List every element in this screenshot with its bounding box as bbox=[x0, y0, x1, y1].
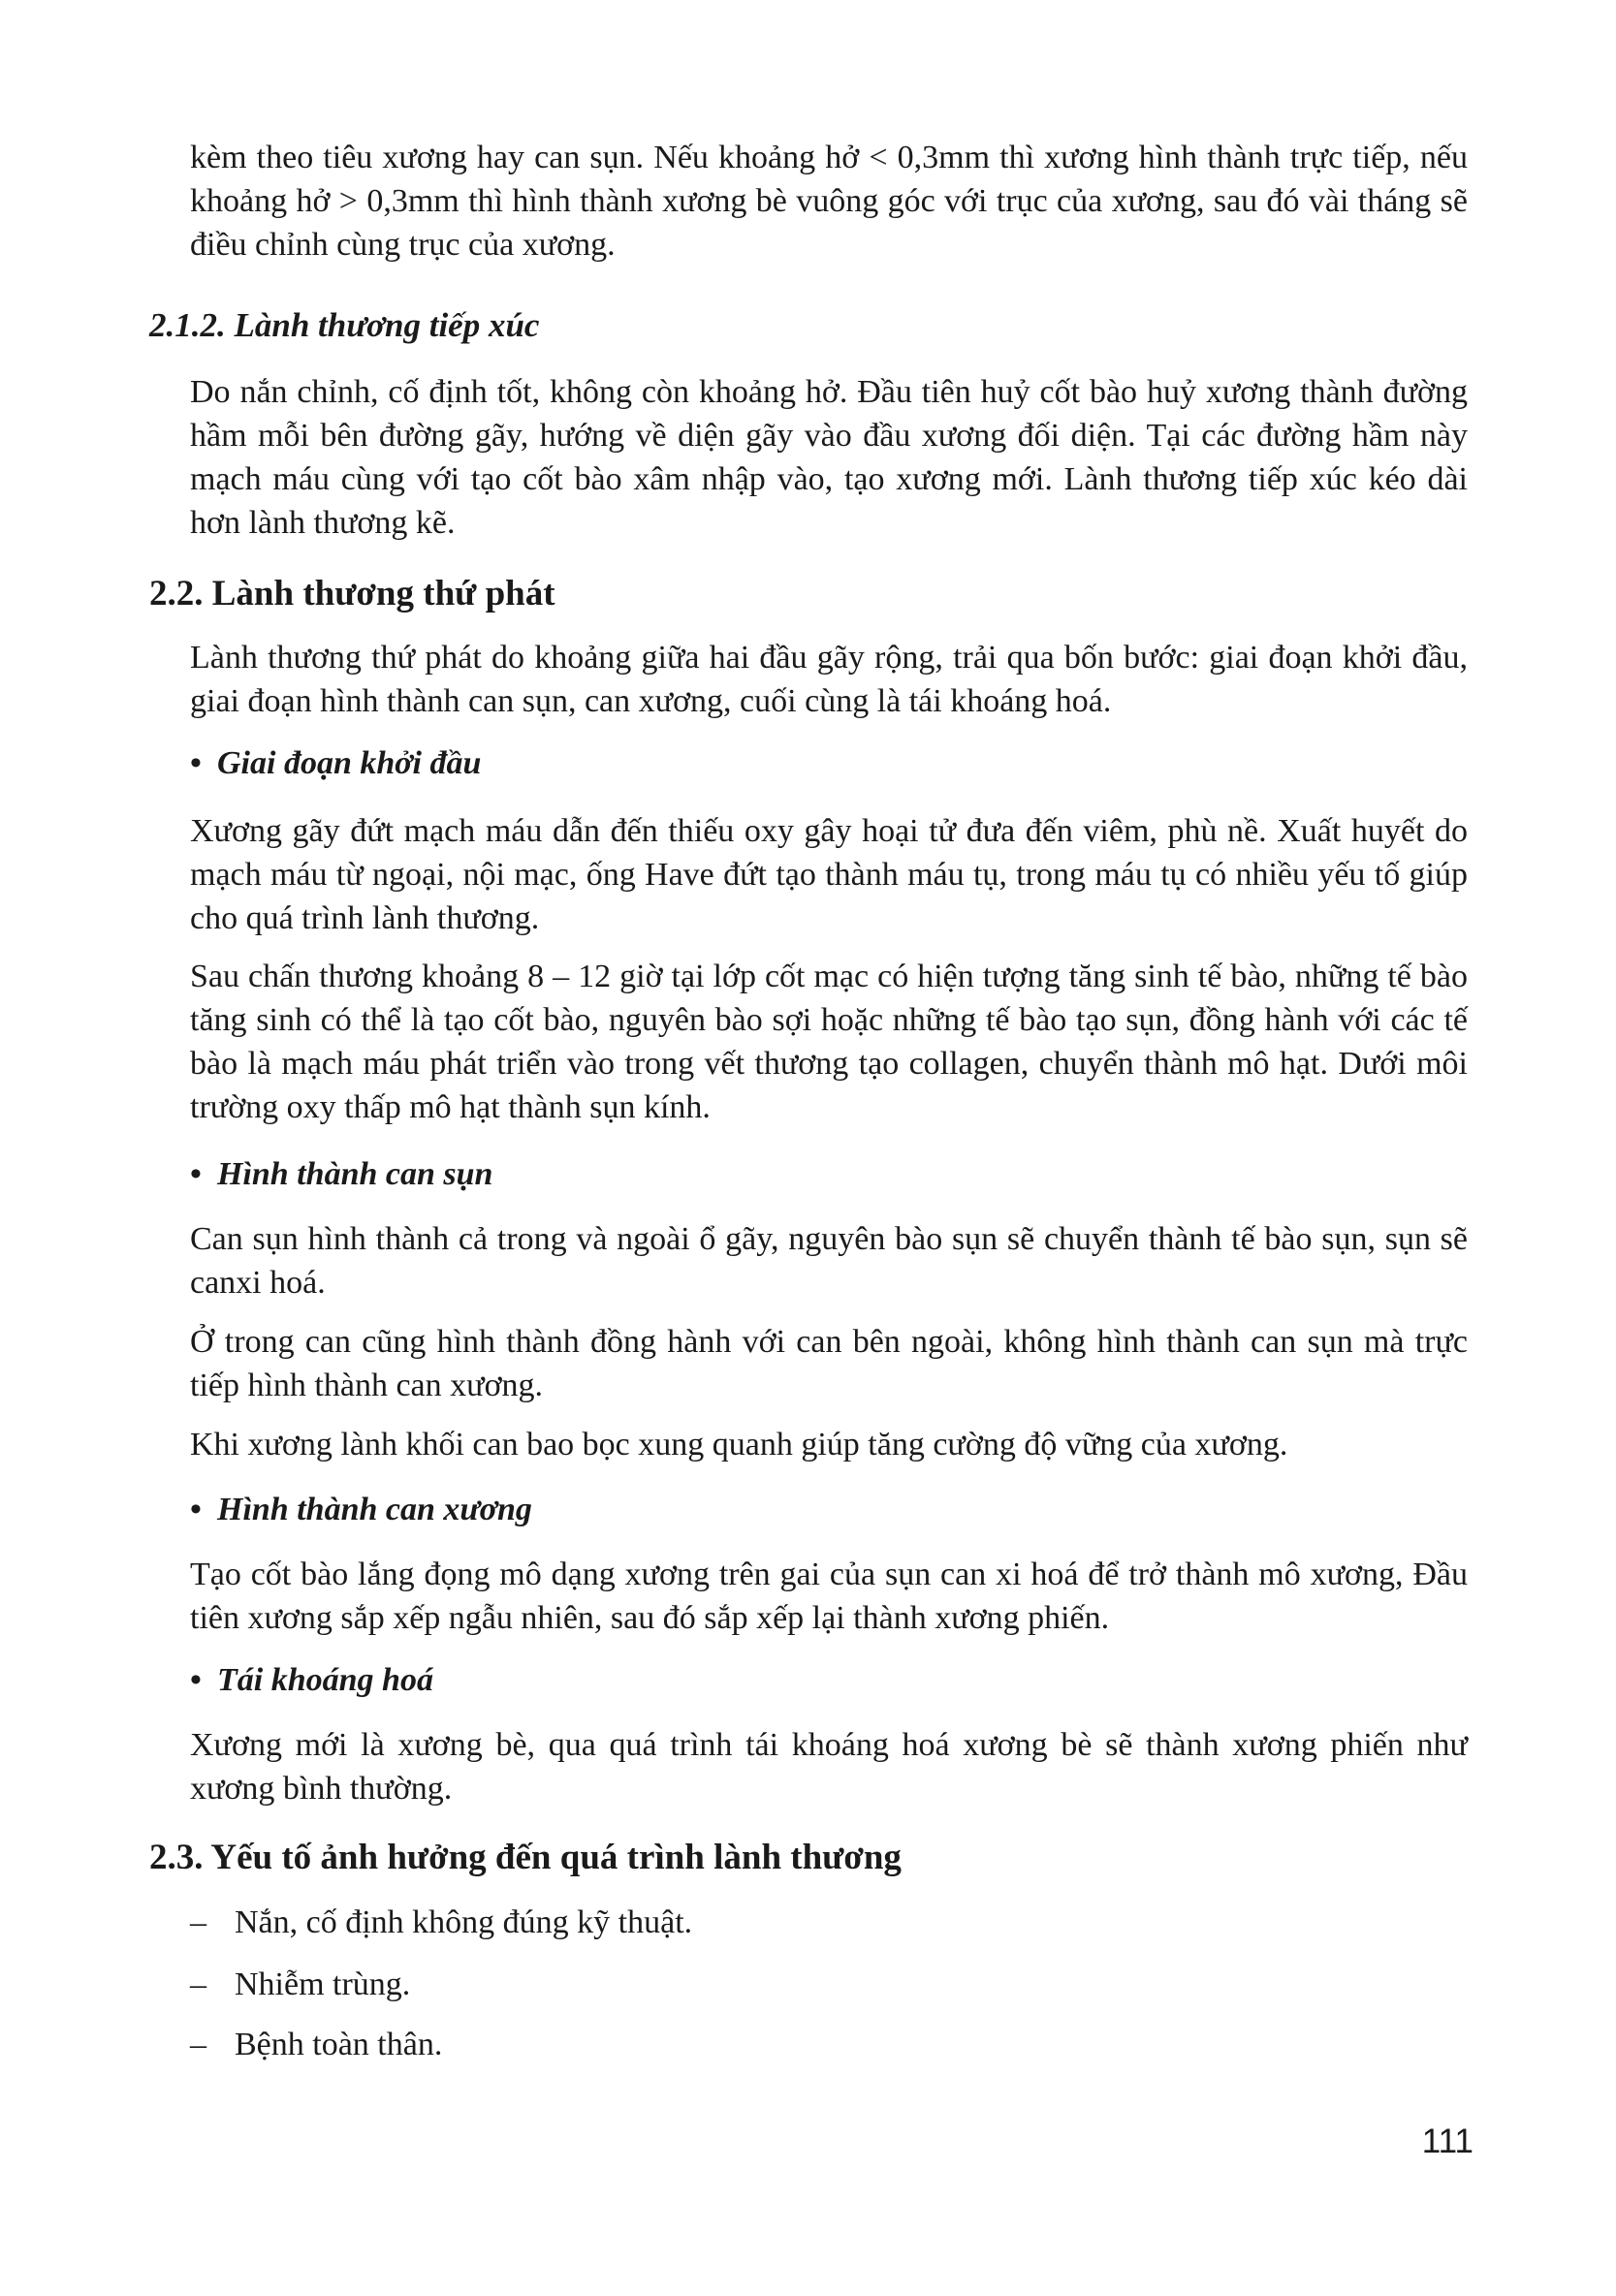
paragraph-initial-stage-1 bbox=[190, 809, 1468, 940]
bullet-heading-cartilage-callus bbox=[190, 1153, 492, 1196]
bullet-heading-remineralization bbox=[190, 1659, 433, 1702]
paragraph-continued bbox=[190, 136, 1468, 267]
dash-icon: – bbox=[190, 2027, 206, 2062]
paragraph-text: Xương mới là xương bè, qua quá trình tái khoáng hoá xương bè sẽ thành xương phiến như xương bình thường. bbox=[190, 1727, 1468, 1807]
paragraph-text: Lành thương thứ phát do khoảng giữa hai đầu gãy rộng, trải qua bốn bước: giai đoạn khởi đầu, giai đoạn hình thành can sụn, can xương, cuối cùng là tái khoáng hoá. bbox=[190, 640, 1468, 719]
bullet-heading-initial-stage bbox=[190, 742, 481, 785]
paragraph-contact-healing bbox=[190, 370, 1468, 545]
list-item bbox=[190, 1964, 410, 2006]
paragraph-text: Sau chấn thương khoảng 8 – 12 giờ tại lớp cốt mạc có hiện tượng tăng sinh tế bào, những tế bào tăng sinh có thể là tạo cốt bào, nguyên bào sợi hoặc những tế bào tạo sụn, đồng hành với các tế bào là mạch máu phát triển vào trong vết thương tạo collagen, chuyển thành mô hạt. Dưới môi trường oxy thấp mô hạt thành sụn kính. bbox=[190, 959, 1468, 1125]
paragraph-cartilage-callus-1 bbox=[190, 1217, 1468, 1305]
heading-2-3: 2.3. Yếu tố ảnh hưởng đến quá trình lành thương bbox=[149, 1838, 902, 1877]
paragraph-cartilage-callus-3 bbox=[190, 1423, 1468, 1466]
bullet-icon: • bbox=[190, 1492, 202, 1527]
list-item-text: Nắn, cố định không đúng kỹ thuật. bbox=[235, 1904, 693, 1940]
list-item bbox=[190, 2024, 442, 2066]
paragraph-text: Do nắn chỉnh, cố định tốt, không còn khoảng hở. Đầu tiên huỷ cốt bào huỷ xương thành đường hầm mỗi bên đường gãy, hướng về diện gãy vào đầu xương đối diện. Tại các đường hầm này mạch máu cùng với tạo cốt bào xâm nhập vào, tạo xương mới. Lành thương tiếp xúc kéo dài hơn lành thương kẽ. bbox=[190, 374, 1468, 541]
heading-2-2: 2.2. Lành thương thứ phát bbox=[149, 574, 555, 613]
paragraph-text: Tạo cốt bào lắng đọng mô dạng xương trên gai của sụn can xi hoá để trở thành mô xương, Đầu tiên xương sắp xếp ngẫu nhiên, sau đó sắp xếp lại thành xương phiến. bbox=[190, 1557, 1468, 1636]
heading-2-1-2: 2.1.2. Lành thương tiếp xúc bbox=[149, 306, 540, 344]
bullet-heading-bone-callus bbox=[190, 1489, 532, 1531]
list-item-text: Nhiễm trùng. bbox=[235, 1966, 411, 2002]
bullet-icon: • bbox=[190, 1662, 202, 1698]
paragraph-text: kèm theo tiêu xương hay can sụn. Nếu khoảng hở < 0,3mm thì xương hình thành trực tiếp, nếu khoảng hở > 0,3mm thì hình thành xương bè vuông góc với trục của xương, sau đó vài tháng sẽ điều chỉnh cùng trục của xương. bbox=[190, 140, 1468, 263]
bullet-heading-text: Giai đoạn khởi đầu bbox=[217, 745, 482, 781]
paragraph-text: Can sụn hình thành cả trong và ngoài ổ gãy, nguyên bào sụn sẽ chuyển thành tế bào sụn, sụn sẽ canxi hoá. bbox=[190, 1221, 1468, 1301]
bullet-heading-text: Hình thành can xương bbox=[217, 1492, 532, 1527]
dash-icon: – bbox=[190, 1966, 206, 2002]
bullet-icon: • bbox=[190, 1156, 202, 1192]
page-number: 111 bbox=[1421, 2123, 1473, 2160]
paragraph-initial-stage-2 bbox=[190, 955, 1468, 1129]
list-item bbox=[190, 1902, 692, 1944]
paragraph-cartilage-callus-2 bbox=[190, 1320, 1468, 1407]
paragraph-text: Xương gãy đứt mạch máu dẫn đến thiếu oxy gây hoại tử đưa đến viêm, phù nề. Xuất huyết do mạch máu từ ngoại, nội mạc, ống Have đứt tạo thành máu tụ, trong máu tụ có nhiều yếu tố giúp cho quá trình lành thương. bbox=[190, 813, 1468, 936]
paragraph-secondary-healing bbox=[190, 636, 1468, 723]
bullet-heading-text: Tái khoáng hoá bbox=[217, 1662, 433, 1698]
paragraph-bone-callus bbox=[190, 1553, 1468, 1640]
paragraph-remineralization bbox=[190, 1723, 1468, 1810]
paragraph-text: Khi xương lành khối can bao bọc xung quanh giúp tăng cường độ vững của xương. bbox=[190, 1427, 1288, 1463]
dash-icon: – bbox=[190, 1904, 206, 1940]
list-item-text: Bệnh toàn thân. bbox=[235, 2027, 443, 2062]
bullet-icon: • bbox=[190, 745, 202, 781]
paragraph-text: Ở trong can cũng hình thành đồng hành với can bên ngoài, không hình thành can sụn mà trực tiếp hình thành can xương. bbox=[190, 1324, 1468, 1403]
bullet-heading-text: Hình thành can sụn bbox=[217, 1156, 493, 1192]
